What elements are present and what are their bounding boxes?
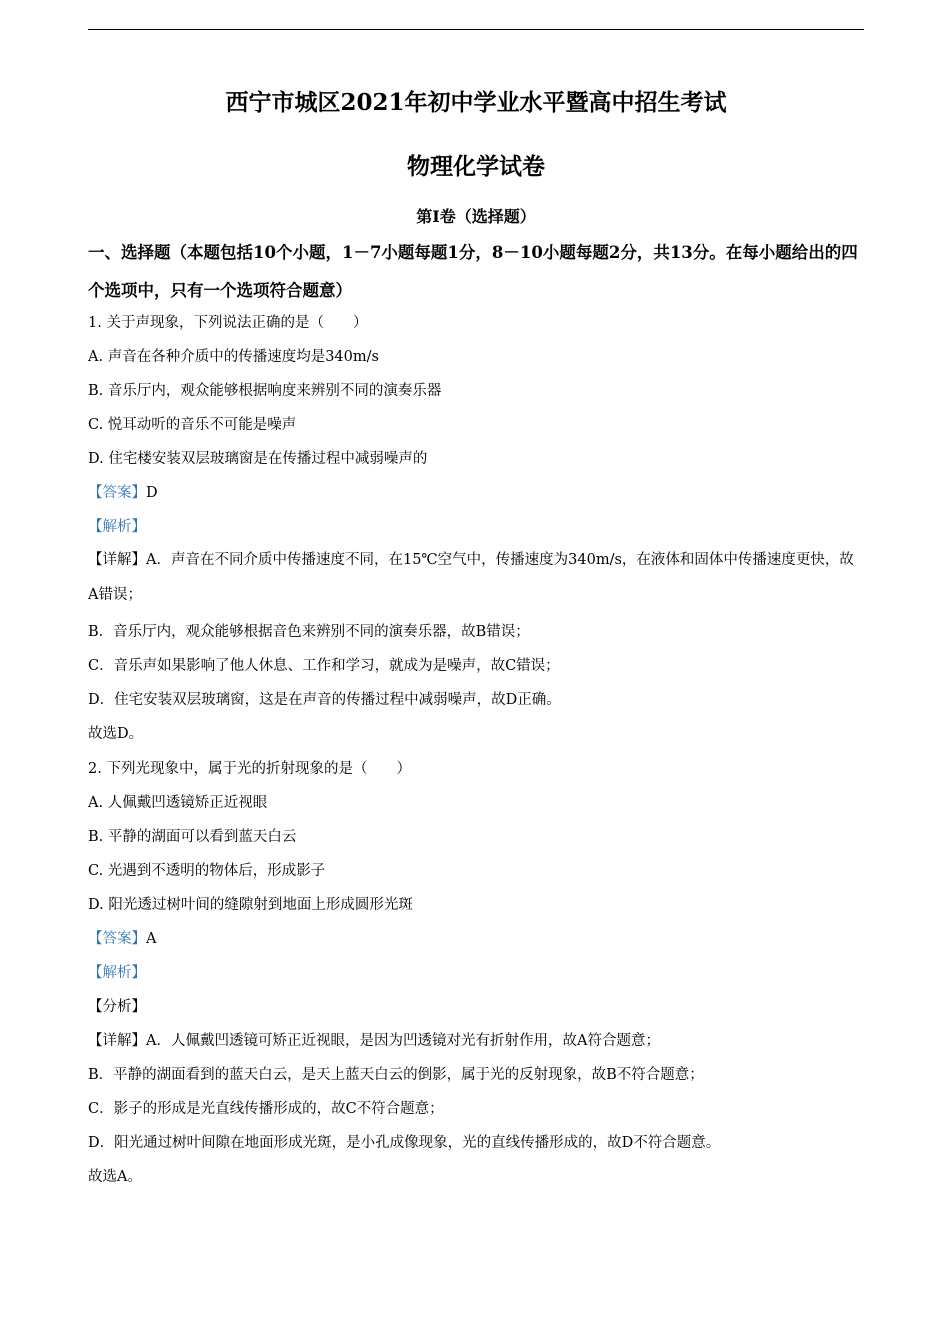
detail-tag: 【详解】 — [88, 552, 146, 568]
question-1-option-c: C. 悦耳动听的音乐不可能是噪声 — [88, 417, 297, 433]
exam-title: 西宁市城区2021年初中学业水平暨高中招生考试 — [225, 89, 727, 116]
question-1-answer — [88, 482, 864, 504]
detail-text: A．声音在不同介质中传播速度不同，在15℃空气中，传播速度为340m/s，在液体和固体中传播速度更快，故A错误； — [88, 552, 854, 603]
detail-text: A．人佩戴凹透镜可矫正近视眼，是因为凹透镜对光有折射作用，故A符合题意； — [146, 1033, 660, 1049]
analysis-tag: 【解析】 — [88, 519, 146, 535]
question-2-conclusion: 故选A。 — [88, 1169, 142, 1185]
question-1-option-b: B. 音乐厅内，观众能够根据响度来辨别不同的演奏乐器 — [88, 383, 442, 399]
question-2-detail-d: D．阳光通过树叶间隙在地面形成光斑，是小孔成像现象，光的直线传播形成的，故D不符合题意。 — [88, 1135, 721, 1151]
question-2-stem: 2. 下列光现象中，属于光的折射现象的是（ ） — [88, 761, 411, 777]
question-2-answer — [88, 928, 864, 950]
question-1-detail-b: B．音乐厅内，观众能够根据音色来辨别不同的演奏乐器，故B错误； — [88, 624, 530, 640]
detail-tag: 【详解】 — [88, 1033, 146, 1049]
analysis-tag: 【解析】 — [88, 965, 146, 981]
question-2-analysis-tag — [88, 962, 864, 984]
question-1-conclusion: 故选D。 — [88, 726, 144, 742]
question-2-detail-a — [88, 1030, 864, 1052]
question-2-option-b: B. 平静的湖面可以看到蓝天白云 — [88, 829, 297, 845]
answer-value: A — [146, 931, 157, 947]
question-2-fenxi-tag: 【分析】 — [88, 999, 146, 1015]
exam-subtitle: 物理化学试卷 — [407, 153, 545, 180]
question-2-option-d: D. 阳光透过树叶间的缝隙射到地面上形成圆形光斑 — [88, 897, 413, 913]
question-2-detail-b: B．平静的湖面看到的蓝天白云，是天上蓝天白云的倒影，属于光的反射现象，故B不符合题意； — [88, 1067, 704, 1083]
question-1-stem: 1. 关于声现象，下列说法正确的是（ ） — [88, 315, 368, 331]
question-2-detail-c: C．影子的形成是光直线传播形成的，故C不符合题意； — [88, 1101, 444, 1117]
question-1-analysis-tag — [88, 516, 864, 538]
question-1-detail-a — [88, 543, 864, 613]
question-1-option-d: D. 住宅楼安装双层玻璃窗是在传播过程中减弱噪声的 — [88, 451, 428, 467]
question-2-option-a: A. 人佩戴凹透镜矫正近视眼 — [88, 795, 268, 811]
answer-value: D — [146, 485, 158, 501]
answer-tag: 【答案】 — [88, 485, 146, 501]
question-2-option-c: C. 光遇到不透明的物体后，形成影子 — [88, 863, 326, 879]
section-instructions: 一、选择题（本题包括10个小题，1－7小题每题1分，8－10小题每题2分，共13分。在每小题给出的四个选项中，只有一个选项符合题意） — [88, 243, 858, 300]
question-1-option-a: A. 声音在各种介质中的传播速度均是340m/s — [88, 349, 379, 365]
question-1-detail-d: D．住宅安装双层玻璃窗，这是在声音的传播过程中减弱噪声，故D正确。 — [88, 692, 561, 708]
section-heading: 第Ⅰ卷（选择题） — [416, 207, 536, 226]
header-rule — [88, 29, 864, 30]
question-1-detail-c: C．音乐声如果影响了他人休息、工作和学习，就成为是噪声，故C错误； — [88, 658, 560, 674]
answer-tag: 【答案】 — [88, 931, 146, 947]
